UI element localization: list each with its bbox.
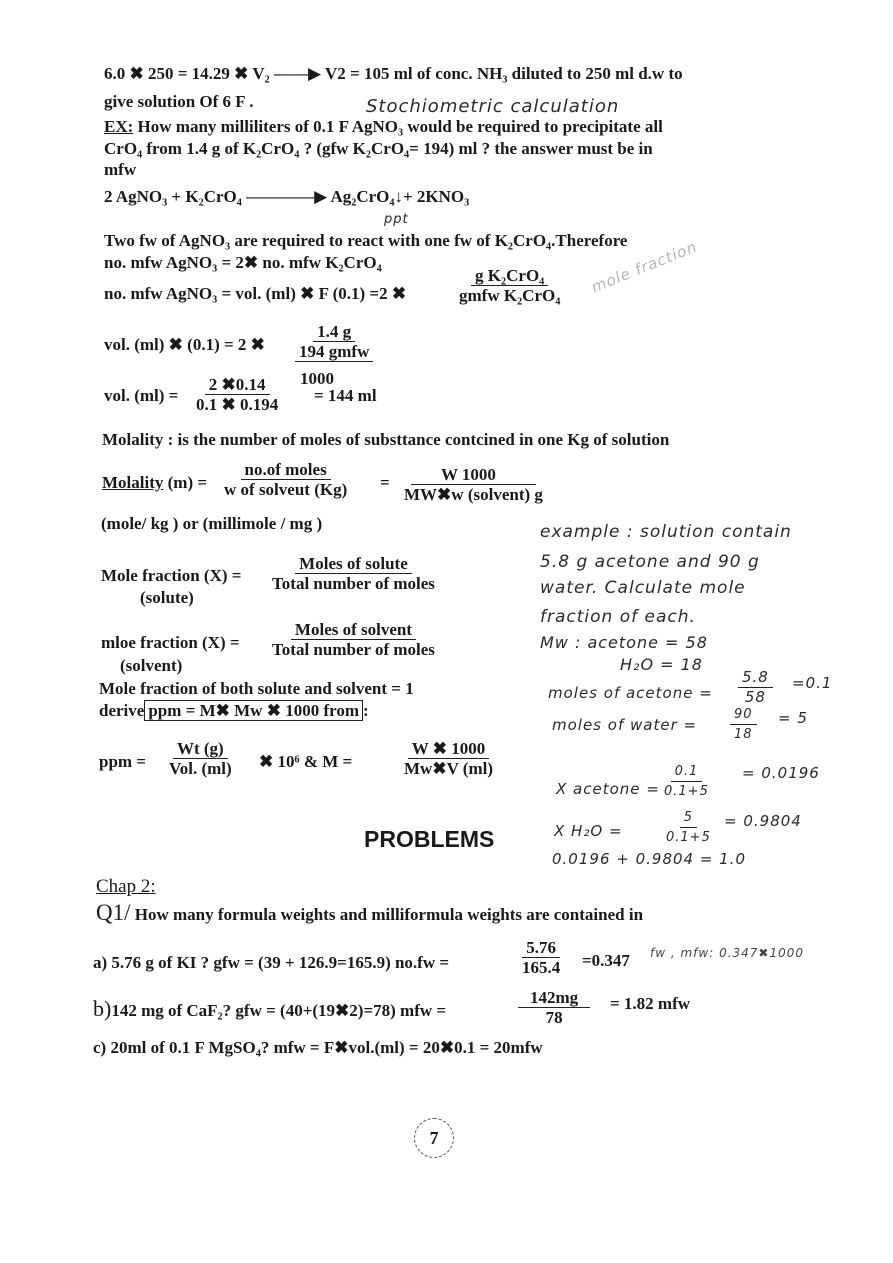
molality-num-1: no.of moles [241, 460, 331, 480]
ppm-den: Vol. (ml) [169, 759, 232, 778]
qb-num: 142mg [518, 988, 590, 1008]
molality-definition: Molality : is the number of moles of substtance contcined in one Kg of solution [102, 430, 670, 449]
eq-mfw-fraction [455, 266, 564, 305]
qb-den: 78 [545, 1008, 563, 1027]
mf-solute-den: Total number of moles [272, 574, 435, 593]
eq-mfw-left: no. mfw AgNO₃ = vol. (ml) ✖ F (0.1) =2 ✖ [104, 284, 407, 303]
molality-den-2: MW✖w (solvent) g [404, 485, 543, 504]
problems-heading: PROBLEMS [364, 826, 495, 852]
hw-example-3: water. Calculate mole [540, 578, 746, 598]
molality-units: (mole/ kg ) or (millimole / mg ) [101, 514, 323, 533]
molality-fraction-2 [400, 465, 547, 504]
reaction-equation: 2 AgNO₃ + K₂CrO₄ ————▶ Ag₂CrO₄↓+ 2KNO₃ [104, 187, 470, 206]
eq-vol-1000: 1000 [300, 369, 334, 388]
M-fraction [400, 739, 497, 778]
mf-solute-sub: (solute) [140, 588, 194, 607]
qa-fraction [518, 938, 564, 977]
line-no-mfw: no. mfw AgNO₃ = 2✖ no. mfw K₂CrO₄ [104, 253, 382, 272]
molality-fraction-1 [220, 460, 351, 499]
hw-example-6: H₂O = 18 [620, 655, 703, 674]
molality-formula-left [102, 473, 207, 493]
molality-num-2: W 1000 [411, 465, 536, 485]
eq-vol-fraction [295, 322, 373, 362]
eq-vol-denominator: 194 gmfw [295, 342, 373, 362]
mf-sum: Mole fraction of both solute and solvent = 1 [99, 679, 414, 698]
M-num: W ✖ 1000 [408, 739, 489, 759]
page-number: 7 [414, 1118, 454, 1158]
hw-moles-water-num: 90 [730, 705, 757, 725]
qb-result: = 1.82 mfw [610, 994, 691, 1013]
ppm-fraction [165, 739, 236, 778]
hw-example-5: Mw : acetone = 58 [540, 633, 708, 652]
mf-solvent-den: Total number of moles [272, 640, 435, 659]
hw-moles-acetone-den: 58 [744, 688, 766, 706]
derive-line [99, 701, 369, 721]
hw-moles-acetone-left: moles of acetone = [548, 684, 713, 702]
hw-x-water-den: 0.1+5 [666, 830, 711, 845]
hw-moles-acetone-fraction [738, 668, 773, 707]
line-mfw: mfw [104, 160, 137, 179]
qb-fraction [518, 988, 590, 1027]
hw-x-water-num: 5 [680, 808, 697, 828]
hw-x-acetone-fraction [660, 762, 713, 801]
ppm-left: ppm = [99, 752, 147, 771]
mf-solvent-sub: (solvent) [120, 656, 183, 675]
hw-x-water-fraction [662, 808, 715, 847]
q1-label: Q1/ [96, 900, 131, 925]
eq-vol-left: vol. (ml) ✖ (0.1) = 2 ✖ [104, 335, 265, 354]
mf-solute-num: Moles of solute [295, 554, 412, 574]
molality-label: Molality [102, 473, 164, 492]
mf-solute-left: Mole fraction (X) = [101, 566, 242, 585]
qa-num: 5.76 [522, 938, 560, 958]
derive-colon: : [363, 701, 369, 720]
hw-example-2: 5.8 g acetone and 90 g [540, 552, 760, 572]
derive-box: ppm = M✖ Mw ✖ 1000 from [144, 700, 363, 721]
hw-sum: 0.0196 + 0.9804 = 1.0 [552, 850, 747, 868]
qa-result: =0.347 [582, 951, 630, 970]
example-label: EX: [104, 117, 134, 136]
mf-solvent-num: Moles of solvent [291, 620, 416, 640]
eq-vol2-fraction [192, 375, 282, 414]
hw-margin-scribble: mole fraction [588, 237, 700, 297]
hw-moles-water-result: = 5 [778, 709, 808, 727]
hw-example-1: example : solution contain [540, 522, 792, 542]
reaction-ppt-note: ppt [384, 212, 409, 227]
hw-x-acetone-num: 0.1 [671, 762, 703, 782]
line-two-fw: Two fw of AgNO₃ are required to react with one fw of K₂CrO₄.Therefore [104, 231, 628, 250]
mf-solvent-left: mloe fraction (X) = [101, 633, 240, 652]
hw-moles-acetone-num: 5.8 [738, 668, 773, 688]
hw-x-acetone-left: X acetone = [556, 780, 660, 798]
q1-line [96, 900, 643, 926]
eq-vol2-denominator: 0.1 ✖ 0.194 [196, 395, 279, 414]
hw-x-water-left: X H₂O = [554, 822, 623, 840]
molality-den-1: w of solveut (Kg) [224, 480, 348, 499]
line-chromate: CrO₄ from 1.4 g of K₂CrO₄ ? (gfw K₂CrO₄= 194) ml ? the answer must be in [104, 139, 653, 158]
M-den: Mw✖V (ml) [404, 759, 493, 778]
qa-den: 165.4 [522, 958, 561, 977]
hw-moles-water-fraction [730, 705, 757, 744]
hw-moles-water-left: moles of water = [552, 716, 698, 734]
handwritten-stoich-note: Stochiometric calculation [366, 96, 620, 117]
hw-x-acetone-den: 0.1+5 [664, 784, 709, 799]
ppm-mid: ✖ 10⁶ & M = [259, 752, 353, 771]
qa-handwritten-note: fw , mfw: 0.347✖1000 [650, 946, 805, 960]
molality-equals: = [380, 473, 390, 492]
hw-example-4: fraction of each. [540, 607, 696, 627]
mf-solute-fraction [268, 554, 439, 593]
eq-mfw-denominator: gmfw K₂CrO₄ [459, 286, 561, 305]
hw-moles-acetone-result: =0.1 [792, 674, 833, 692]
qb-line [93, 996, 446, 1022]
q1-text: How many formula weights and milliformula weights are contained in [130, 905, 644, 924]
molality-m: (m) = [163, 473, 208, 492]
line-example [104, 117, 663, 137]
chapter-heading: Chap 2: [96, 876, 156, 897]
hw-x-acetone-result: = 0.0196 [742, 764, 820, 782]
derive-word: derive [99, 701, 145, 720]
eq-vol2-result: = 144 ml [314, 386, 377, 405]
hw-moles-water-den: 18 [734, 727, 753, 742]
example-text: How many milliliters of 0.1 F AgNO₃ would be required to precipitate all [133, 117, 663, 136]
line-dilution: 6.0 ✖ 250 = 14.29 ✖ V₂ ——▶ V2 = 105 ml of conc. NH₃ diluted to 250 ml d.w to [104, 64, 683, 83]
eq-vol2-numerator: 2 ✖0.14 [205, 375, 270, 395]
qb-text: 142 mg of CaF₂? gfw = (40+(19✖2)=78) mfw = [111, 1001, 447, 1020]
eq-vol2-left: vol. (ml) = [104, 386, 179, 405]
qc-line: c) 20ml of 0.1 F MgSO₄? mfw = F✖vol.(ml) = 20✖0.1 = 20mfw [93, 1038, 543, 1057]
ppm-num: Wt (g) [173, 739, 228, 759]
qa-left: a) 5.76 g of KI ? gfw = (39 + 126.9=165.9) no.fw = [93, 953, 450, 972]
eq-mfw-numerator: g K₂CrO₄ [471, 266, 548, 286]
line-give-solution: give solution Of 6 F . [104, 92, 254, 111]
mf-solvent-fraction [268, 620, 439, 659]
hw-x-water-result: = 0.9804 [724, 812, 802, 830]
qb-label: b) [93, 996, 112, 1021]
eq-vol-numerator: 1.4 g [313, 322, 355, 342]
